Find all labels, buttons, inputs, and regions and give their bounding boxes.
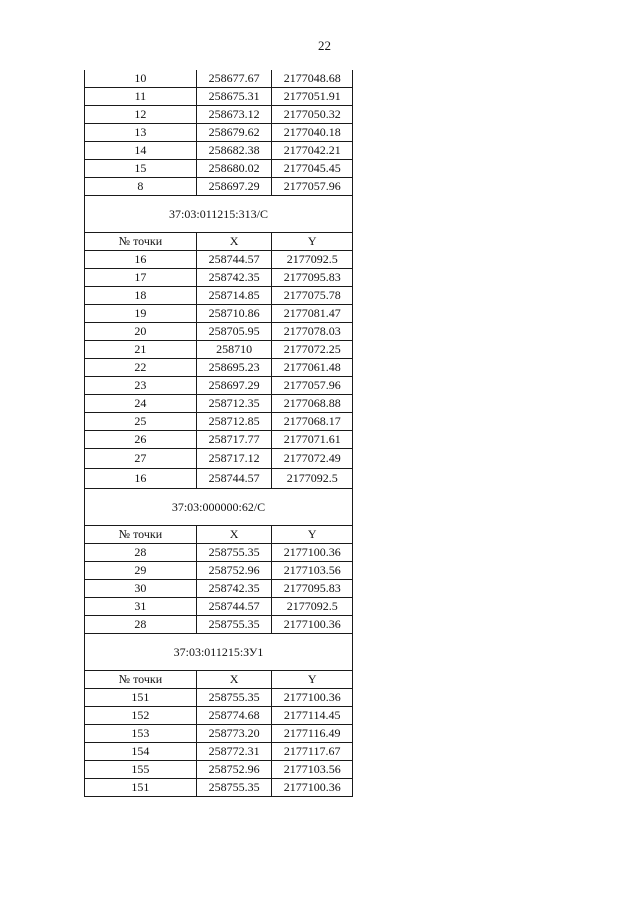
point-number-cell: 15 (85, 160, 197, 178)
x-coordinate-cell: 258705.95 (196, 323, 272, 341)
y-coordinate-cell: 2177072.49 (272, 449, 353, 469)
table-row (85, 88, 353, 106)
point-number-cell: 30 (85, 580, 197, 598)
table-row (85, 178, 353, 196)
y-coordinate-cell: 2177078.03 (272, 323, 353, 341)
header-row (85, 526, 353, 544)
point-number-cell: 16 (85, 251, 197, 269)
table-row (85, 323, 353, 341)
table-row (85, 598, 353, 616)
point-number-cell: 11 (85, 88, 197, 106)
point-number-cell: 151 (85, 689, 197, 707)
table-row (85, 160, 353, 178)
x-coordinate-cell: 258752.96 (196, 761, 272, 779)
y-coordinate-cell: 2177092.5 (272, 251, 353, 269)
x-coordinate-cell: 258695.23 (196, 359, 272, 377)
point-number-cell: 28 (85, 616, 197, 634)
table-row (85, 305, 353, 323)
y-coordinate-cell: 2177045.45 (272, 160, 353, 178)
x-coordinate-cell: 258752.96 (196, 562, 272, 580)
section-title: 37:03:000000:62/С (85, 489, 353, 526)
x-coordinate-cell: 258710 (196, 341, 272, 359)
table-row (85, 725, 353, 743)
x-coordinate-cell: 258755.35 (196, 689, 272, 707)
point-number-cell: 19 (85, 305, 197, 323)
table-row (85, 106, 353, 124)
point-number-cell: 152 (85, 707, 197, 725)
point-number-cell: 18 (85, 287, 197, 305)
table-row (85, 341, 353, 359)
x-coordinate-cell: 258772.31 (196, 743, 272, 761)
point-number-cell: 16 (85, 469, 197, 489)
point-number-cell: 13 (85, 124, 197, 142)
page-number: 22 (318, 38, 331, 53)
section-title-row (85, 196, 353, 233)
table-row (85, 287, 353, 305)
table-row (85, 431, 353, 449)
y-coordinate-cell: 2177100.36 (272, 689, 353, 707)
table-row (85, 761, 353, 779)
point-number-cell: 29 (85, 562, 197, 580)
x-coordinate-cell: 258755.35 (196, 779, 272, 797)
header-x: X (196, 526, 272, 544)
y-coordinate-cell: 2177103.56 (272, 562, 353, 580)
y-coordinate-cell: 2177116.49 (272, 725, 353, 743)
x-coordinate-cell: 258755.35 (196, 616, 272, 634)
table-row (85, 562, 353, 580)
y-coordinate-cell: 2177071.61 (272, 431, 353, 449)
table-row (85, 269, 353, 287)
header-row (85, 671, 353, 689)
point-number-cell: 26 (85, 431, 197, 449)
section-title-row (85, 489, 353, 526)
point-number-cell: 14 (85, 142, 197, 160)
point-number-cell: 153 (85, 725, 197, 743)
table-row (85, 70, 353, 88)
point-number-cell: 10 (85, 70, 197, 88)
y-coordinate-cell: 2177072.25 (272, 341, 353, 359)
y-coordinate-cell: 2177042.21 (272, 142, 353, 160)
x-coordinate-cell: 258774.68 (196, 707, 272, 725)
x-coordinate-cell: 258717.77 (196, 431, 272, 449)
point-number-cell: 12 (85, 106, 197, 124)
y-coordinate-cell: 2177051.91 (272, 88, 353, 106)
section-title-row (85, 634, 353, 671)
point-number-cell: 27 (85, 449, 197, 469)
point-number-cell: 17 (85, 269, 197, 287)
point-number-cell: 28 (85, 544, 197, 562)
x-coordinate-cell: 258712.85 (196, 413, 272, 431)
y-coordinate-cell: 2177048.68 (272, 70, 353, 88)
table-row (85, 413, 353, 431)
x-coordinate-cell: 258673.12 (196, 106, 272, 124)
header-x: X (196, 233, 272, 251)
point-number-cell: 21 (85, 341, 197, 359)
y-coordinate-cell: 2177103.56 (272, 761, 353, 779)
y-coordinate-cell: 2177068.88 (272, 395, 353, 413)
x-coordinate-cell: 258744.57 (196, 598, 272, 616)
x-coordinate-cell: 258714.85 (196, 287, 272, 305)
y-coordinate-cell: 2177075.78 (272, 287, 353, 305)
table-row (85, 251, 353, 269)
x-coordinate-cell: 258773.20 (196, 725, 272, 743)
point-number-cell: 31 (85, 598, 197, 616)
header-x: X (196, 671, 272, 689)
table-row (85, 377, 353, 395)
table-row (85, 449, 353, 469)
y-coordinate-cell: 2177050.32 (272, 106, 353, 124)
point-number-cell: 151 (85, 779, 197, 797)
coordinates-table-body (85, 70, 353, 797)
table-row (85, 359, 353, 377)
x-coordinate-cell: 258680.02 (196, 160, 272, 178)
section-title: 37:03:011215:313/С (85, 196, 353, 233)
y-coordinate-cell: 2177081.47 (272, 305, 353, 323)
header-y: Y (272, 526, 353, 544)
point-number-cell: 23 (85, 377, 197, 395)
y-coordinate-cell: 2177100.36 (272, 544, 353, 562)
y-coordinate-cell: 2177040.18 (272, 124, 353, 142)
table-row (85, 124, 353, 142)
x-coordinate-cell: 258682.38 (196, 142, 272, 160)
x-coordinate-cell: 258742.35 (196, 580, 272, 598)
y-coordinate-cell: 2177057.96 (272, 178, 353, 196)
table-row (85, 469, 353, 489)
y-coordinate-cell: 2177068.17 (272, 413, 353, 431)
header-point: № точки (85, 526, 197, 544)
x-coordinate-cell: 258744.57 (196, 469, 272, 489)
x-coordinate-cell: 258697.29 (196, 377, 272, 395)
y-coordinate-cell: 2177117.67 (272, 743, 353, 761)
y-coordinate-cell: 2177095.83 (272, 269, 353, 287)
x-coordinate-cell: 258712.35 (196, 395, 272, 413)
table-row (85, 544, 353, 562)
y-coordinate-cell: 2177114.45 (272, 707, 353, 725)
table-row (85, 707, 353, 725)
header-point: № точки (85, 671, 197, 689)
table-row (85, 395, 353, 413)
point-number-cell: 20 (85, 323, 197, 341)
point-number-cell: 154 (85, 743, 197, 761)
y-coordinate-cell: 2177100.36 (272, 616, 353, 634)
point-number-cell: 25 (85, 413, 197, 431)
y-coordinate-cell: 2177061.48 (272, 359, 353, 377)
x-coordinate-cell: 258677.67 (196, 70, 272, 88)
table-row (85, 580, 353, 598)
point-number-cell: 155 (85, 761, 197, 779)
x-coordinate-cell: 258697.29 (196, 178, 272, 196)
table-row (85, 142, 353, 160)
x-coordinate-cell: 258717.12 (196, 449, 272, 469)
y-coordinate-cell: 2177095.83 (272, 580, 353, 598)
y-coordinate-cell: 2177092.5 (272, 598, 353, 616)
point-number-cell: 8 (85, 178, 197, 196)
table-row (85, 689, 353, 707)
header-y: Y (272, 671, 353, 689)
x-coordinate-cell: 258710.86 (196, 305, 272, 323)
y-coordinate-cell: 2177100.36 (272, 779, 353, 797)
header-y: Y (272, 233, 353, 251)
table-row (85, 616, 353, 634)
table-row (85, 779, 353, 797)
point-number-cell: 24 (85, 395, 197, 413)
table-row (85, 743, 353, 761)
header-row (85, 233, 353, 251)
x-coordinate-cell: 258675.31 (196, 88, 272, 106)
x-coordinate-cell: 258744.57 (196, 251, 272, 269)
coordinates-table (84, 70, 353, 797)
x-coordinate-cell: 258679.62 (196, 124, 272, 142)
x-coordinate-cell: 258742.35 (196, 269, 272, 287)
y-coordinate-cell: 2177057.96 (272, 377, 353, 395)
section-title: 37:03:011215:ЗУ1 (85, 634, 353, 671)
y-coordinate-cell: 2177092.5 (272, 469, 353, 489)
point-number-cell: 22 (85, 359, 197, 377)
header-point: № точки (85, 233, 197, 251)
x-coordinate-cell: 258755.35 (196, 544, 272, 562)
